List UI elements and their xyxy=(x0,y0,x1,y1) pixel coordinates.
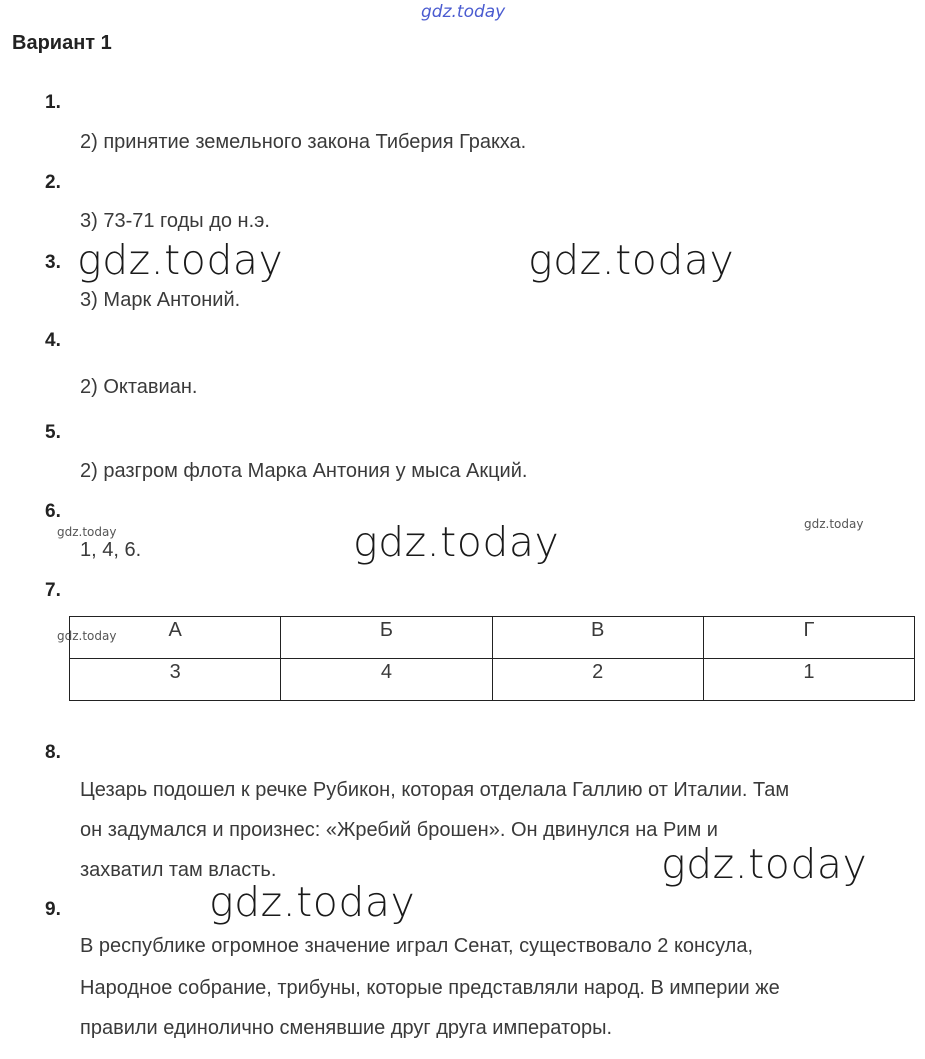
answer-table-7 xyxy=(69,616,915,701)
answer-8-line-2: он задумался и произнес: «Жребий брошен». Он двинулся на Рим и xyxy=(80,819,718,841)
watermark-small: gdz.today xyxy=(57,629,117,643)
answer-1: 2) принятие земельного закона Тиберия Гракха. xyxy=(80,131,527,153)
table-cell: 3 xyxy=(70,659,281,701)
answer-9-line-2: Народное собрание, трибуны, которые представляли народ. В империи же xyxy=(80,977,780,999)
table-header-cell: Г xyxy=(703,617,914,659)
watermark-small: gdz.today xyxy=(57,525,117,539)
answer-2: 3) 73-71 годы до н.э. xyxy=(80,210,270,232)
item-number-7: 7. xyxy=(45,580,61,601)
answer-5: 2) разгром флота Марка Антония у мыса Акций. xyxy=(80,460,528,482)
table-cell: 1 xyxy=(703,659,914,701)
answer-8-line-3: захватил там власть. xyxy=(80,859,277,881)
item-number-4: 4. xyxy=(45,330,61,351)
table-header-cell: В xyxy=(492,617,703,659)
item-number-2: 2. xyxy=(45,172,61,193)
page-title: Вариант 1 xyxy=(12,32,112,54)
table-header-cell: А xyxy=(70,617,281,659)
table-row xyxy=(70,659,915,701)
table-cell: 4 xyxy=(281,659,492,701)
watermark: gdz.today xyxy=(353,518,560,566)
table-cell: 2 xyxy=(492,659,703,701)
table-header-row xyxy=(70,617,915,659)
answer-9-line-1: В республике огромное значение играл Сенат, существовало 2 консула, xyxy=(80,935,754,957)
item-number-6: 6. xyxy=(45,501,61,522)
item-number-9: 9. xyxy=(45,899,61,920)
watermark: gdz.today xyxy=(661,840,868,888)
item-number-3: 3. xyxy=(45,252,61,273)
table-header-cell: Б xyxy=(281,617,492,659)
watermark-small: gdz.today xyxy=(804,517,864,531)
answer-6: 1, 4, 6. xyxy=(80,539,142,561)
watermark: gdz.today xyxy=(528,236,735,284)
answer-4: 2) Октавиан. xyxy=(80,376,198,398)
item-number-5: 5. xyxy=(45,422,61,443)
watermark-top: gdz.today xyxy=(421,2,506,22)
watermark: gdz.today xyxy=(209,878,416,926)
item-number-1: 1. xyxy=(45,92,61,113)
answer-3: 3) Марк Антоний. xyxy=(80,289,241,311)
answer-9-line-3: правили единолично сменявшие друг друга императоры. xyxy=(80,1017,613,1039)
answer-8-line-1: Цезарь подошел к речке Рубикон, которая отделала Галлию от Италии. Там xyxy=(80,779,790,801)
item-number-8: 8. xyxy=(45,742,61,763)
watermark: gdz.today xyxy=(77,236,284,284)
